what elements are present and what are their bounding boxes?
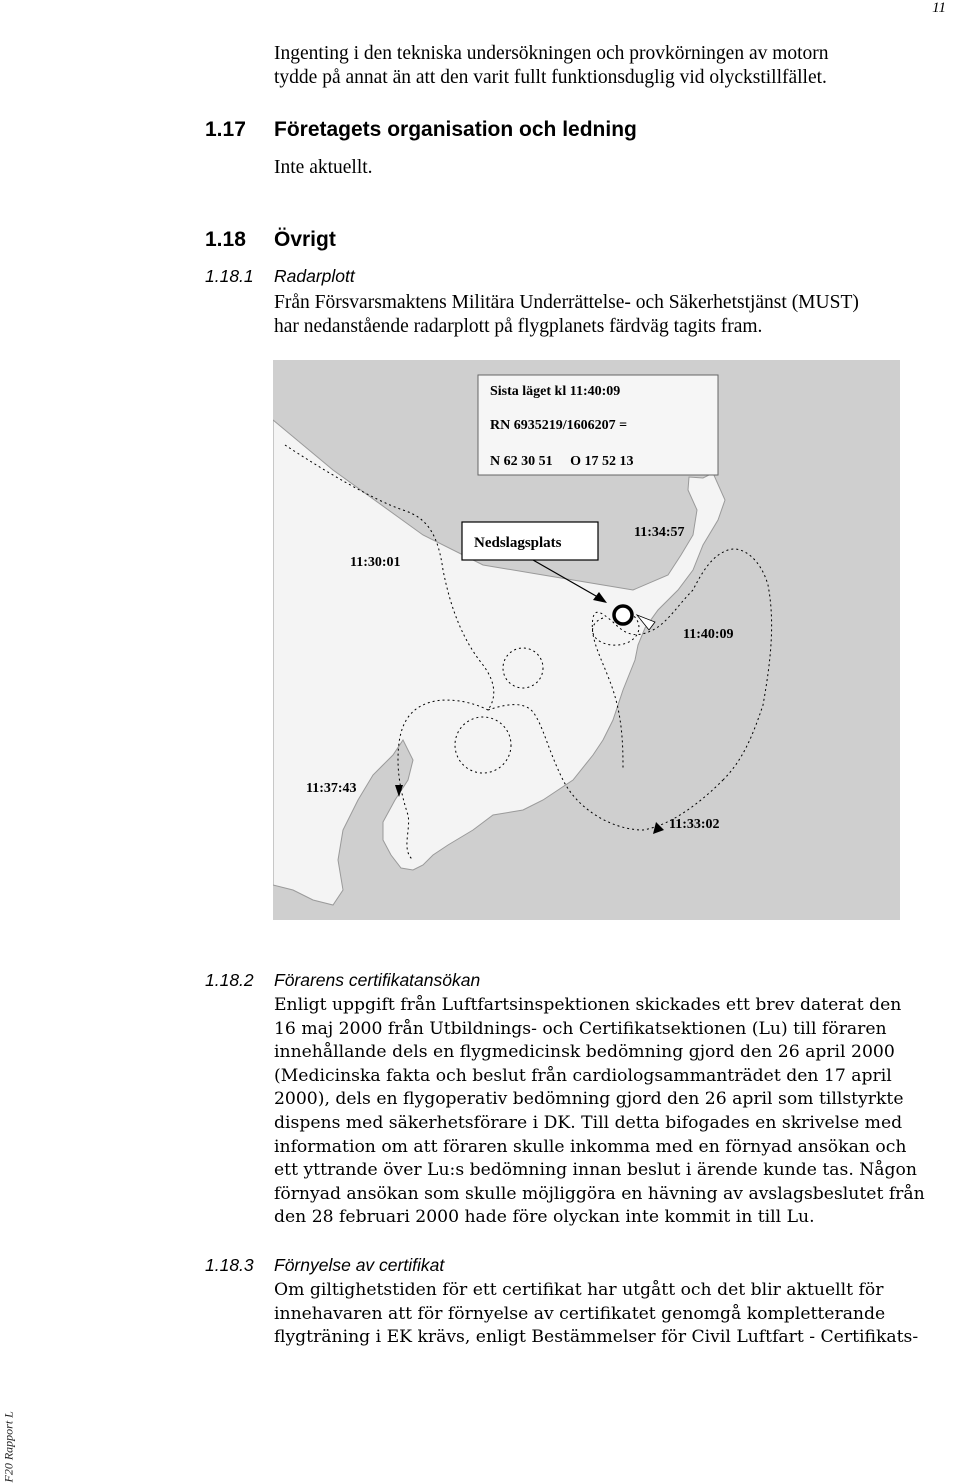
intro-line: tydde på annat än att den varit fullt funktionsduglig vid olyckstillfället. xyxy=(274,67,827,88)
subsection-body-1-18-1 xyxy=(274,291,859,339)
subsection-heading-1-18-1 xyxy=(205,266,355,287)
body-line: den 28 februari 2000 hade före olyckan inte kommit in till Lu. xyxy=(274,1207,815,1228)
body-line: förnyad ansökan som skulle möjliggöra en hävning av avslagsbeslutet från xyxy=(274,1183,925,1204)
body-line: Enligt uppgift från Luftfartsinspektionen skickades ett brev daterat den xyxy=(274,995,902,1015)
body-line: 2000), dels en flygoperativ bedömning gjord den 26 april som tillstyrkte xyxy=(274,1089,904,1110)
subsection-title: Förarens certifikatansökan xyxy=(274,970,481,990)
body-line: innehavaren att för förnyelse av certifikatet genomgå kompletterande xyxy=(274,1303,886,1324)
crash-site-label: Nedslagsplats xyxy=(474,535,562,551)
time-label: 11:37:43 xyxy=(306,781,357,796)
subsection-body-1-18-2 xyxy=(274,994,925,1230)
subsection-title: Radarplott xyxy=(274,266,355,286)
section-heading-1-18 xyxy=(205,228,336,252)
subsection-heading-1-18-2 xyxy=(205,970,480,991)
section-body-1-17: Inte aktuellt. xyxy=(274,157,373,178)
time-label: 11:34:57 xyxy=(634,525,685,540)
subsection-title: Förnyelse av certifikat xyxy=(274,1255,445,1275)
section-number: 1.17 xyxy=(205,118,246,141)
time-label: 11:33:02 xyxy=(669,817,720,832)
body-line: flygträning i EK krävs, enligt Bestämmelser för Civil Luftfart - Certifikats- xyxy=(274,1327,919,1348)
section-title: Företagets organisation och ledning xyxy=(274,118,637,141)
body-line: har nedanstående radarplott på flygplanets färdväg tagits fram. xyxy=(274,316,763,337)
info-box-line: RN 6935219/1606207 = xyxy=(490,418,628,433)
page-number: 11 xyxy=(932,0,946,16)
body-line: ett yttrande över Lu:s bedömning innan beslut i ärende kunde tas. Någon xyxy=(274,1160,917,1181)
body-line: information om att föraren skulle inkomma med en förnyad ansökan och xyxy=(274,1136,907,1157)
subsection-number: 1.18.3 xyxy=(205,1255,254,1275)
section-number: 1.18 xyxy=(205,228,246,251)
time-label: 11:30:01 xyxy=(350,555,401,570)
section-title: Övrigt xyxy=(274,228,336,251)
intro-line: Ingenting i den tekniska undersökningen och provkörningen av motorn xyxy=(274,43,829,64)
subsection-number: 1.18.2 xyxy=(205,970,254,990)
side-report-label: F20 Rapport L xyxy=(1,1411,16,1483)
body-line: (Medicinska fakta och beslut från cardiologsammanträdet den 17 april xyxy=(274,1065,892,1086)
subsection-heading-1-18-3 xyxy=(205,1255,444,1276)
body-line: innehållande dels en flygmedicinsk bedömning gjord den 26 april 2000 xyxy=(274,1042,895,1063)
body-line: Om giltighetstiden för ett certifikat har utgått och det blir aktuellt för xyxy=(274,1280,884,1300)
subsection-body-1-18-3 xyxy=(274,1279,918,1350)
time-label: 11:40:09 xyxy=(683,627,734,642)
subsection-number: 1.18.1 xyxy=(205,266,254,286)
radar-plot-map xyxy=(273,360,900,920)
intro-paragraph xyxy=(274,42,829,90)
body-line: 16 maj 2000 från Utbildnings- och Certifikatsektionen (Lu) till föraren xyxy=(274,1018,887,1039)
body-line: Från Försvarsmaktens Militära Underrättelse- och Säkerhetstjänst (MUST) xyxy=(274,292,859,313)
info-box-line: N 62 30 51 O 17 52 13 xyxy=(490,454,634,469)
info-box-line: Sista läget kl 11:40:09 xyxy=(490,384,621,399)
section-heading-1-17 xyxy=(205,118,637,142)
crash-site-marker xyxy=(614,606,632,624)
body-line: dispens med säkerhetsförare i DK. Till detta bifogades en skrivelse med xyxy=(274,1112,903,1133)
